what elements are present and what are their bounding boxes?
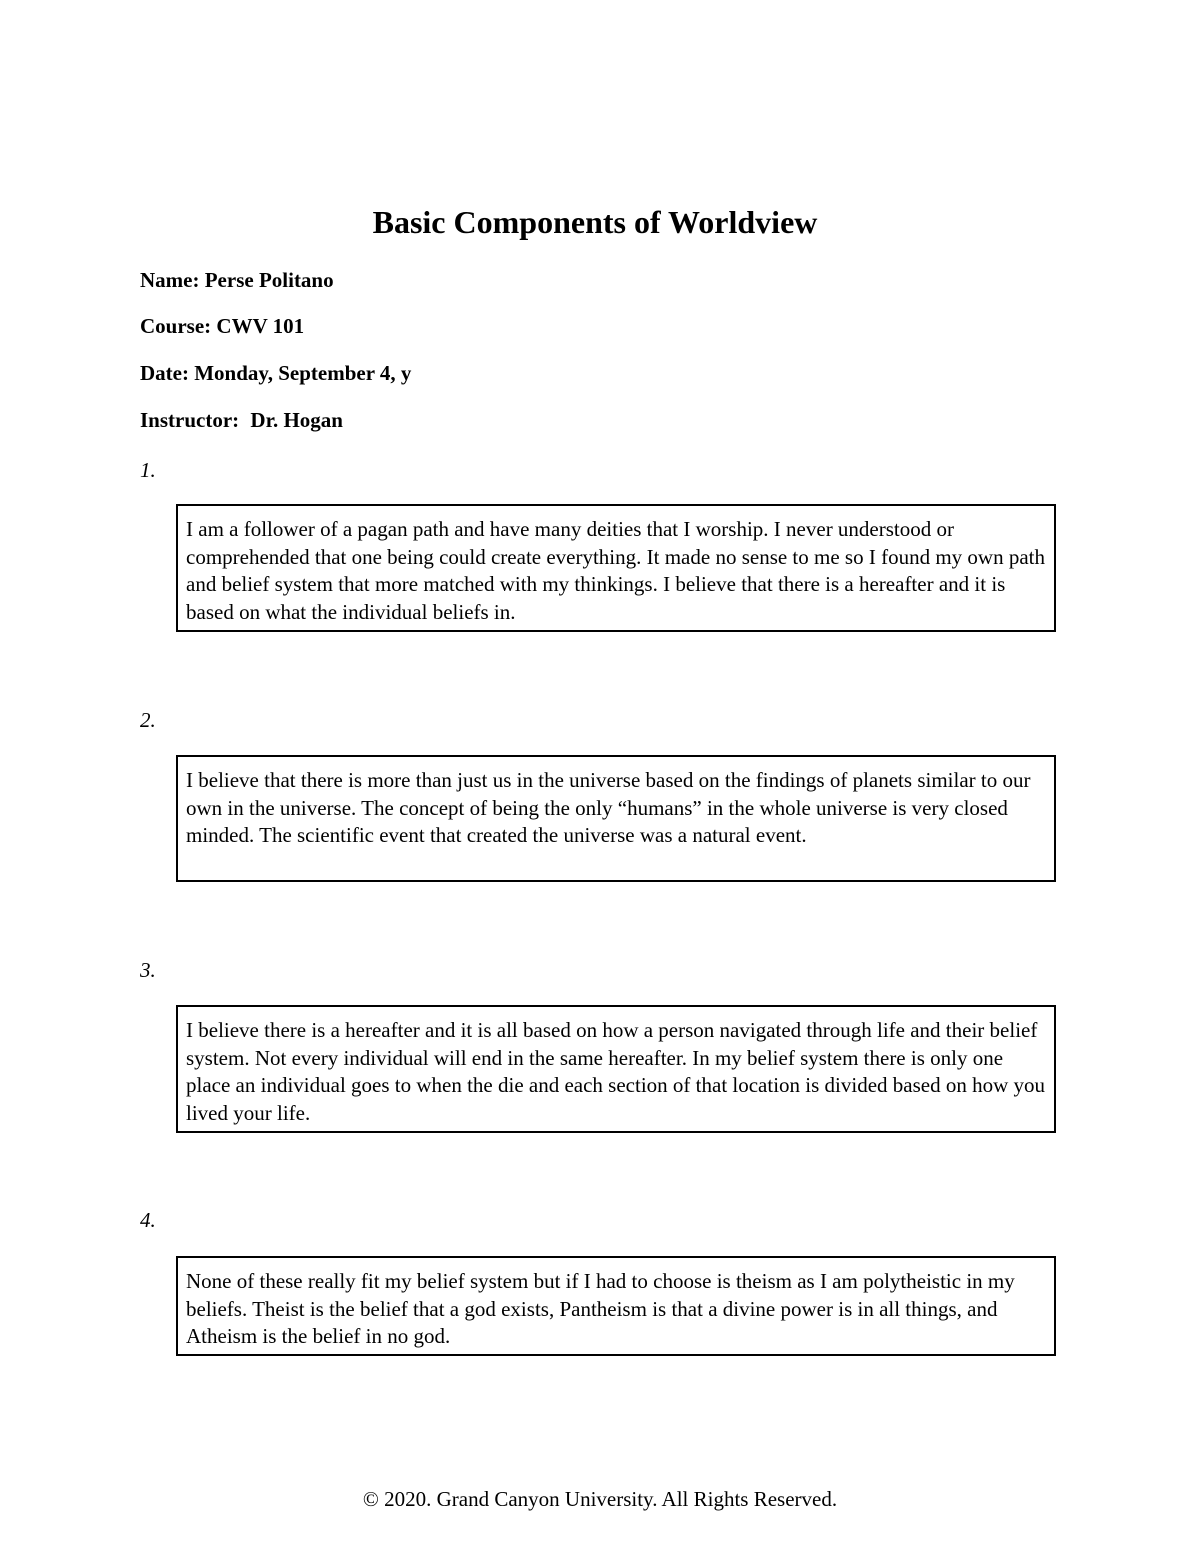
instructor-value: Dr. Hogan (250, 408, 343, 432)
answer-text-2: I believe that there is more than just us in the universe based on the findings of planets similar to our own in the universe. The concept of being the only “humans” in the whole universe is very closed minded. The scientific event that created the universe was a natural event. (186, 768, 1031, 847)
date-label: Date: (140, 361, 189, 385)
answer-box-4 (176, 1256, 1056, 1356)
answer-box-3 (176, 1005, 1056, 1133)
course-line (140, 312, 304, 340)
instructor-line (140, 406, 343, 434)
name-line (140, 266, 334, 294)
name-value: Perse Politano (204, 268, 334, 292)
date-line (140, 359, 411, 387)
instructor-label: Instructor: (140, 408, 240, 432)
course-label: Course: (140, 314, 212, 338)
question-number-2: 2. (140, 708, 156, 732)
course-value: CWV 101 (216, 314, 305, 338)
answer-box-2 (176, 755, 1056, 882)
answer-text-1: I am a follower of a pagan path and have many deities that I worship. I never understood or comprehended that one being could create everything. It made no sense to me so I found my own path and belief system that more matched with my thinkings. I believe that there is a hereafter and it is based on what the individual beliefs in. (186, 517, 1045, 624)
question-number-1: 1. (140, 458, 156, 482)
name-label: Name: (140, 268, 200, 292)
copyright-footer: © 2020. Grand Canyon University. All Rights Reserved. (362, 1487, 838, 1511)
question-number-3: 3. (140, 958, 156, 982)
page-title: Basic Components of Worldview (372, 204, 818, 240)
answer-box-1 (176, 504, 1056, 632)
question-number-4: 4. (140, 1208, 156, 1232)
answer-text-3: I believe there is a hereafter and it is all based on how a person navigated through life and their belief system. Not every individual will end in the same hereafter. In my belief system there is only one place an individual goes to when the die and each section of that location is divided based on how you lived your life. (186, 1018, 1046, 1125)
answer-text-4: None of these really fit my belief system but if I had to choose is theism as I am polytheistic in my beliefs. Theist is the belief that a god exists, Pantheism is that a divine power is in all things, and Atheism is the belief in no god. (186, 1269, 1015, 1348)
date-value: Monday, September 4, y (194, 361, 412, 385)
